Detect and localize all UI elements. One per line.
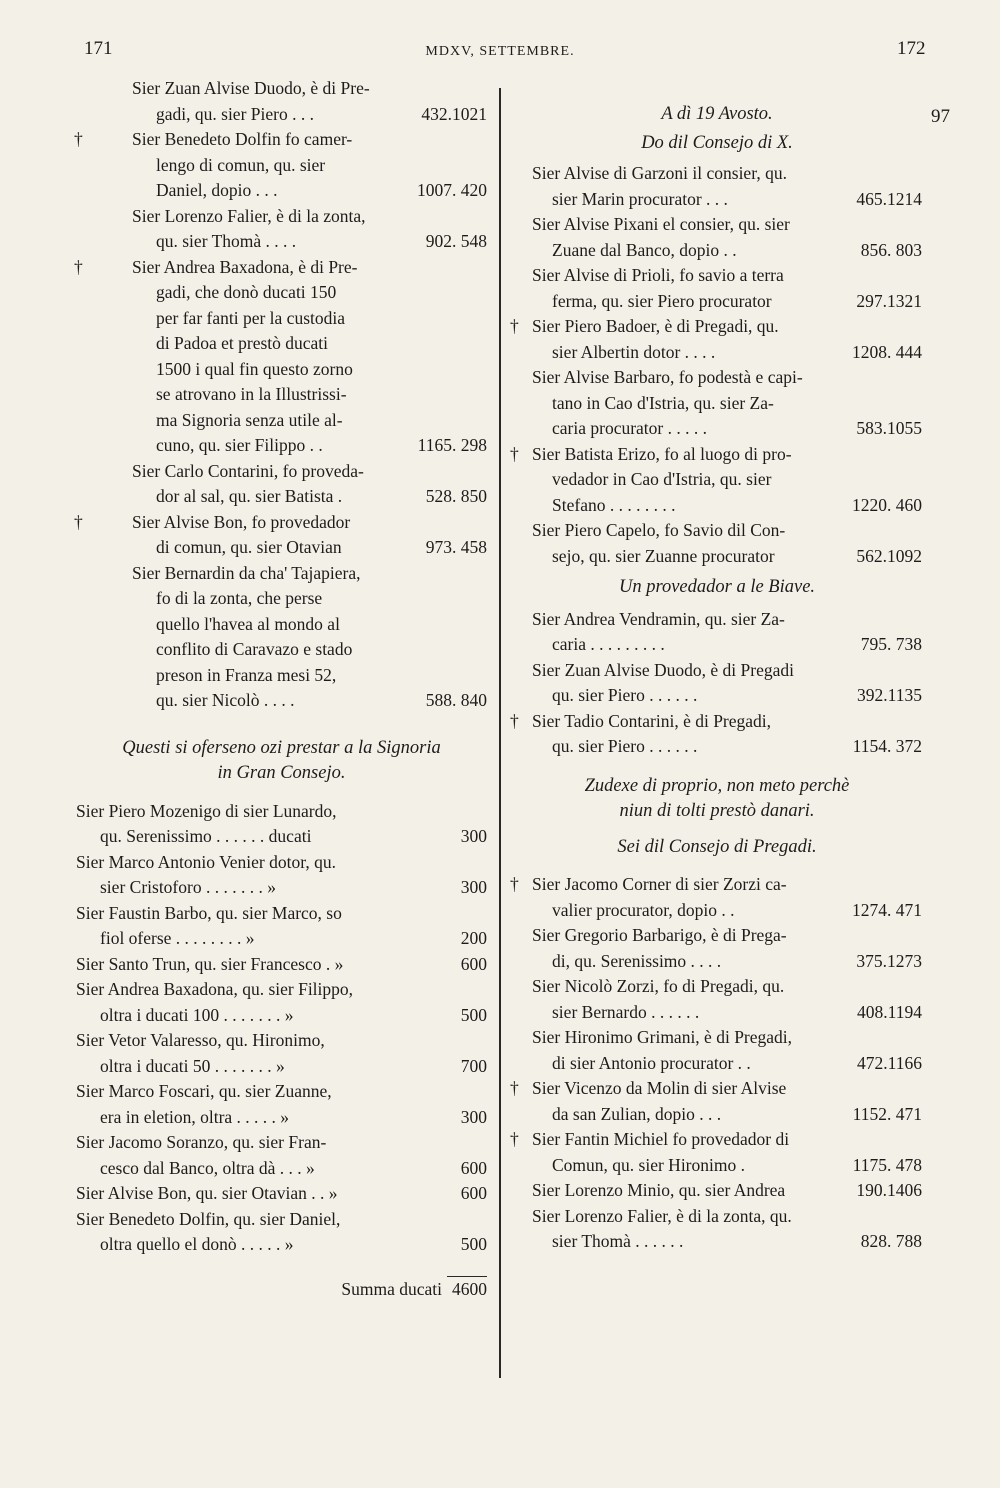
entry-line bbox=[76, 178, 487, 204]
sum-label: Summa ducati bbox=[341, 1278, 442, 1299]
entry-text: gadi, che donò ducati 150 bbox=[156, 282, 337, 302]
entry-line bbox=[76, 306, 487, 332]
entry-text: Sier Lorenzo Falier, è di la zonta, bbox=[132, 205, 366, 226]
entry-value: 1220. 460 bbox=[852, 494, 922, 515]
entry-value: 902. 548 bbox=[425, 231, 487, 251]
entry-text: Sier Alvise di Prioli, fo savio a terra bbox=[532, 265, 784, 285]
entry-value: 500 bbox=[460, 1234, 487, 1254]
entry-text: da san Zulian, dopio . . . bbox=[552, 1103, 722, 1124]
dagger-mark: † bbox=[74, 129, 83, 149]
loan-heading: Questi si oferseno ozi prestar a la Signoria bbox=[122, 737, 441, 758]
entry-text: Sier Nicolò Zorzi, fo di Pregadi, qu. bbox=[532, 976, 785, 996]
spacer bbox=[76, 787, 487, 799]
entry-text: Sier Zuan Alvise Duodo, è di Pregadi bbox=[532, 659, 794, 680]
entry-text: Sier Bernardin da cha' Tajapiera, bbox=[132, 562, 361, 583]
entry-text: Sier Alvise Bon, fo provedador bbox=[132, 511, 351, 532]
sum-rule bbox=[447, 1258, 487, 1277]
entry-value: 1175. 478 bbox=[852, 1154, 922, 1175]
entry-line bbox=[512, 1127, 922, 1153]
entry-line bbox=[76, 76, 487, 102]
entry-value: 408.1194 bbox=[857, 1001, 922, 1022]
entry-text: Sier Zuan Alvise Duodo, è di Pre- bbox=[132, 78, 370, 98]
entry-line bbox=[512, 923, 922, 949]
entry-text: Sier Jacomo Corner di sier Zorzi ca- bbox=[532, 874, 787, 894]
entry-text: Sier Alvise di Garzoni il consier, qu. bbox=[532, 163, 787, 183]
entry-text: caria procurator . . . . . bbox=[552, 418, 707, 438]
entry-value: 1152. 471 bbox=[852, 1103, 922, 1124]
entry-line bbox=[512, 340, 922, 366]
entry-value: 856. 803 bbox=[860, 239, 922, 260]
entry-text: lengo di comun, qu. sier bbox=[156, 154, 326, 175]
entry-text: cuno, qu. sier Filippo . . bbox=[156, 435, 323, 455]
entry-text: cesco dal Banco, oltra dà . . . » bbox=[100, 1157, 315, 1178]
entry-line bbox=[512, 416, 922, 442]
dagger-mark: † bbox=[510, 316, 519, 336]
section-heading-consejo-x: Do dil Consejo di X. bbox=[641, 132, 793, 153]
entry-line bbox=[76, 102, 487, 128]
section-heading-zudexe-2: niun di tolti prestò danari. bbox=[619, 801, 815, 821]
entry-text: qu. sier Piero . . . . . . bbox=[552, 685, 698, 705]
entry-text: era in eletion, oltra . . . . . » bbox=[100, 1106, 290, 1127]
entry-text: di, qu. Serenissimo . . . . bbox=[552, 950, 722, 971]
entry-line bbox=[512, 238, 922, 264]
entry-value: 465.1214 bbox=[856, 188, 922, 209]
entry-value: 1154. 372 bbox=[852, 736, 922, 756]
entry-text: vedador in Cao d'Istria, qu. sier bbox=[552, 469, 772, 489]
entry-line bbox=[76, 850, 487, 876]
right-column bbox=[512, 102, 922, 1255]
entry-line bbox=[76, 1130, 487, 1156]
entry-line bbox=[512, 974, 922, 1000]
entry-text: quello l'havea al mondo al bbox=[156, 613, 340, 634]
entry-value: 588. 840 bbox=[425, 690, 487, 710]
entry-text: oltra i ducati 50 . . . . . . . » bbox=[100, 1055, 285, 1076]
margin-number: 97 bbox=[931, 106, 950, 127]
consejo-x-entries bbox=[512, 161, 922, 569]
entry-value: 200 bbox=[460, 928, 487, 948]
spacer bbox=[512, 825, 922, 835]
entry-line bbox=[512, 1153, 922, 1179]
entry-text: Comun, qu. sier Hironimo . bbox=[552, 1154, 745, 1175]
left-entries bbox=[76, 76, 487, 714]
entry-text: oltra quello el donò . . . . . » bbox=[100, 1234, 294, 1254]
dagger-mark: † bbox=[510, 710, 519, 731]
entry-line bbox=[76, 688, 487, 714]
entry-line bbox=[512, 365, 922, 391]
entry-line bbox=[76, 153, 487, 179]
entry-text: Sier Piero Mozenigo di sier Lunardo, bbox=[76, 800, 337, 821]
entry-text: Sier Gregorio Barbarigo, è di Prega- bbox=[532, 925, 787, 945]
entry-line bbox=[512, 314, 922, 340]
left-column bbox=[76, 76, 487, 1302]
entry-value: 392.1135 bbox=[857, 685, 922, 705]
entry-text: dor al sal, qu. sier Batista . bbox=[156, 486, 343, 506]
entry-line bbox=[76, 561, 487, 587]
entry-value: 562.1092 bbox=[856, 545, 922, 566]
dagger-mark: † bbox=[74, 256, 83, 277]
entry-line bbox=[512, 1051, 922, 1077]
entry-line bbox=[76, 229, 487, 255]
entry-value: 375.1273 bbox=[856, 950, 922, 971]
entry-text: fiol oferse . . . . . . . . » bbox=[100, 928, 255, 948]
dagger-mark: † bbox=[510, 443, 519, 464]
entry-line bbox=[512, 467, 922, 493]
entry-text: Sier Batista Erizo, fo al luogo di pro- bbox=[532, 443, 792, 464]
entry-text: Sier Hironimo Grimani, è di Pregadi, bbox=[532, 1027, 793, 1047]
entry-text: qu. sier Piero . . . . . . bbox=[552, 736, 698, 756]
entry-text: per far fanti per la custodia bbox=[156, 307, 346, 328]
entry-line bbox=[76, 1028, 487, 1054]
entry-line bbox=[512, 1178, 922, 1204]
entry-text: Daniel, dopio . . . bbox=[156, 180, 278, 200]
entry-text: qu. Serenissimo . . . . . . ducati bbox=[100, 826, 312, 846]
entry-text: Sier Andrea Baxadona, è di Pre- bbox=[132, 256, 358, 277]
entry-text: 1500 i qual fin questo zorno bbox=[156, 358, 353, 379]
entry-line bbox=[76, 280, 487, 306]
entry-value: 600 bbox=[460, 1157, 487, 1178]
entry-line bbox=[76, 535, 487, 561]
entry-line bbox=[76, 433, 487, 459]
biave-entries bbox=[512, 607, 922, 760]
entry-text: di Padoa et prestò ducati bbox=[156, 333, 329, 353]
entry-value: 297.1321 bbox=[856, 290, 922, 311]
entry-text: sier Bernardo . . . . . . bbox=[552, 1001, 700, 1022]
entry-value: 1007. 420 bbox=[417, 180, 487, 200]
entry-text: di comun, qu. sier Otavian bbox=[156, 537, 342, 557]
entry-text: conflito di Caravazo e stado bbox=[156, 639, 353, 659]
section-heading-pregadi: Sei dil Consejo di Pregadi. bbox=[617, 836, 817, 857]
entry-line bbox=[512, 263, 922, 289]
entry-line bbox=[512, 607, 922, 633]
entry-line bbox=[76, 331, 487, 357]
entry-value: 300 bbox=[460, 826, 487, 846]
section-heading-zudexe: Zudexe di proprio, non meto perchè bbox=[584, 775, 850, 796]
entry-value: 600 bbox=[460, 953, 487, 974]
entry-line bbox=[76, 1003, 487, 1029]
entry-text: qu. sier Thomà . . . . bbox=[156, 231, 297, 251]
entry-text: Sier Tadio Contarini, è di Pregadi, bbox=[532, 710, 772, 731]
date-heading: A dì 19 Avosto. bbox=[661, 104, 773, 124]
entry-text: di sier Antonio procurator . . bbox=[552, 1052, 751, 1073]
entry-value: 700 bbox=[460, 1055, 487, 1076]
entry-line bbox=[76, 663, 487, 689]
entry-text: Sier Alvise Bon, qu. sier Otavian . . » bbox=[76, 1183, 338, 1203]
entry-line bbox=[512, 1204, 922, 1230]
entry-value: 828. 788 bbox=[860, 1231, 922, 1251]
entry-text: valier procurator, dopio . . bbox=[552, 899, 735, 920]
entry-line bbox=[512, 442, 922, 468]
entry-line bbox=[512, 212, 922, 238]
entry-text: sier Thomà . . . . . . bbox=[552, 1231, 684, 1251]
entry-text: tano in Cao d'Istria, qu. sier Za- bbox=[552, 392, 774, 413]
entry-line bbox=[76, 255, 487, 281]
entry-value: 300 bbox=[460, 1106, 487, 1127]
entry-value: 190.1406 bbox=[856, 1180, 922, 1200]
entry-line bbox=[76, 824, 487, 850]
entry-value: 472.1166 bbox=[857, 1052, 922, 1073]
entry-line bbox=[76, 382, 487, 408]
entry-line bbox=[512, 391, 922, 417]
entry-value: 432.1021 bbox=[421, 103, 487, 124]
pregadi-entries bbox=[512, 872, 922, 1255]
entry-value: 795. 738 bbox=[860, 634, 922, 654]
section-heading-biave: Un provedador a le Biave. bbox=[618, 577, 816, 597]
entry-line bbox=[76, 926, 487, 952]
entry-text: Sier Faustin Barbo, qu. sier Marco, so bbox=[76, 902, 342, 923]
column-divider bbox=[499, 88, 501, 1378]
entry-text: sier Cristoforo . . . . . . . » bbox=[100, 877, 276, 897]
sum-line bbox=[76, 1277, 487, 1303]
dagger-mark: † bbox=[74, 511, 83, 532]
entry-line bbox=[76, 612, 487, 638]
entry-line bbox=[512, 872, 922, 898]
entry-line bbox=[512, 289, 922, 315]
entry-text: Sier Marco Foscari, qu. sier Zuanne, bbox=[76, 1081, 332, 1101]
entry-line bbox=[76, 357, 487, 383]
left-page-number: 171 bbox=[84, 38, 113, 59]
entry-line bbox=[76, 1054, 487, 1080]
spacer bbox=[512, 860, 922, 872]
entry-line bbox=[76, 586, 487, 612]
entry-line bbox=[512, 1076, 922, 1102]
entry-line bbox=[512, 544, 922, 570]
entry-line bbox=[76, 875, 487, 901]
entry-text: Sier Benedeto Dolfin, qu. sier Daniel, bbox=[76, 1208, 341, 1229]
entry-line bbox=[512, 734, 922, 760]
entry-value: 300 bbox=[460, 877, 487, 897]
entry-text: ferma, qu. sier Piero procurator bbox=[552, 290, 772, 311]
entry-text: Sier Vicenzo da Molin di sier Alvise bbox=[532, 1078, 787, 1098]
dagger-mark: † bbox=[510, 1078, 519, 1098]
entry-line bbox=[76, 1079, 487, 1105]
entry-line bbox=[512, 1025, 922, 1051]
entry-text: Sier Piero Capelo, fo Savio dil Con- bbox=[532, 520, 786, 540]
entry-text: Sier Fantin Michiel fo provedador di bbox=[532, 1129, 790, 1149]
entry-line bbox=[76, 799, 487, 825]
entry-text: qu. sier Nicolò . . . . bbox=[156, 690, 295, 710]
entry-line bbox=[512, 187, 922, 213]
entry-text: sier Albertin dotor . . . . bbox=[552, 341, 716, 362]
entry-line bbox=[512, 493, 922, 519]
entry-text: Sier Marco Antonio Venier dotor, qu. bbox=[76, 851, 336, 872]
entry-line bbox=[76, 1207, 487, 1233]
sum-value: 4600 bbox=[452, 1278, 487, 1299]
entry-line bbox=[512, 1000, 922, 1026]
dagger-mark: † bbox=[510, 874, 519, 894]
entry-text: Sier Vetor Valaresso, qu. Hironimo, bbox=[76, 1030, 325, 1050]
running-title: MDXV, SETTEMBRE. bbox=[425, 44, 575, 59]
entry-line bbox=[512, 709, 922, 735]
entry-text: fo di la zonta, che perse bbox=[156, 588, 323, 608]
entry-line bbox=[76, 127, 487, 153]
entry-text: caria . . . . . . . . . bbox=[552, 634, 665, 654]
entry-text: Sier Santo Trun, qu. sier Francesco . » bbox=[76, 953, 344, 974]
entry-line bbox=[512, 658, 922, 684]
right-page-number: 172 bbox=[897, 38, 926, 59]
entry-line bbox=[76, 637, 487, 663]
entry-value: 1208. 444 bbox=[852, 341, 922, 362]
entry-text: ma Signoria senza utile al- bbox=[156, 409, 343, 430]
entry-line bbox=[512, 898, 922, 924]
entry-line bbox=[76, 510, 487, 536]
entry-line bbox=[76, 204, 487, 230]
entry-text: sier Marin procurator . . . bbox=[552, 188, 728, 209]
entry-line bbox=[76, 952, 487, 978]
entry-text: gadi, qu. sier Piero . . . bbox=[156, 103, 314, 124]
entry-line bbox=[76, 1156, 487, 1182]
spacer bbox=[76, 714, 487, 736]
entry-line bbox=[76, 901, 487, 927]
loan-heading-2: in Gran Consejo. bbox=[217, 763, 346, 783]
entry-line bbox=[76, 484, 487, 510]
entry-line bbox=[76, 1181, 487, 1207]
entry-text: se atrovano in la Illustrissi- bbox=[156, 384, 347, 404]
loan-entries bbox=[76, 799, 487, 1258]
entry-line bbox=[76, 408, 487, 434]
entry-line bbox=[512, 632, 922, 658]
entry-value: 583.1055 bbox=[856, 418, 922, 438]
entry-value: 973. 458 bbox=[425, 537, 487, 557]
entry-line bbox=[76, 459, 487, 485]
entry-text: Sier Piero Badoer, è di Pregadi, qu. bbox=[532, 316, 779, 336]
entry-value: 500 bbox=[460, 1004, 487, 1025]
entry-text: Sier Lorenzo Falier, è di la zonta, qu. bbox=[532, 1205, 792, 1226]
entry-text: oltra i ducati 100 . . . . . . . » bbox=[100, 1004, 294, 1025]
entry-text: Sier Andrea Baxadona, qu. sier Filippo, bbox=[76, 979, 354, 999]
entry-text: Sier Andrea Vendramin, qu. sier Za- bbox=[532, 608, 785, 629]
entry-text: Sier Carlo Contarini, fo proveda- bbox=[132, 460, 364, 481]
entry-text: Sier Alvise Barbaro, fo podestà e capi- bbox=[532, 367, 803, 387]
entry-line bbox=[512, 683, 922, 709]
entry-text: Sier Alvise Pixani el consier, qu. sier bbox=[532, 214, 790, 234]
entry-value: 528. 850 bbox=[425, 486, 487, 506]
entry-text: Sier Lorenzo Minio, qu. sier Andrea bbox=[532, 1180, 786, 1200]
entry-value: 1274. 471 bbox=[852, 899, 922, 920]
entry-text: Zuane dal Banco, dopio . . bbox=[552, 239, 737, 260]
entry-line bbox=[76, 1105, 487, 1131]
entry-line bbox=[512, 1102, 922, 1128]
entry-line bbox=[512, 161, 922, 187]
entry-value: 600 bbox=[460, 1183, 487, 1203]
entry-text: Stefano . . . . . . . . bbox=[552, 494, 676, 515]
entry-text: Sier Benedeto Dolfin fo camer- bbox=[132, 129, 353, 149]
entry-line bbox=[76, 1232, 487, 1258]
entry-line bbox=[512, 518, 922, 544]
entry-text: sejo, qu. sier Zuanne procurator bbox=[552, 545, 775, 566]
entry-text: Sier Jacomo Soranzo, qu. sier Fran- bbox=[76, 1132, 327, 1152]
entry-text: preson in Franza mesi 52, bbox=[156, 664, 337, 685]
spacer bbox=[512, 760, 922, 774]
entry-line bbox=[512, 949, 922, 975]
entry-line bbox=[512, 1229, 922, 1255]
entry-value: 1165. 298 bbox=[417, 435, 487, 455]
dagger-mark: † bbox=[510, 1129, 519, 1149]
entry-line bbox=[76, 977, 487, 1003]
